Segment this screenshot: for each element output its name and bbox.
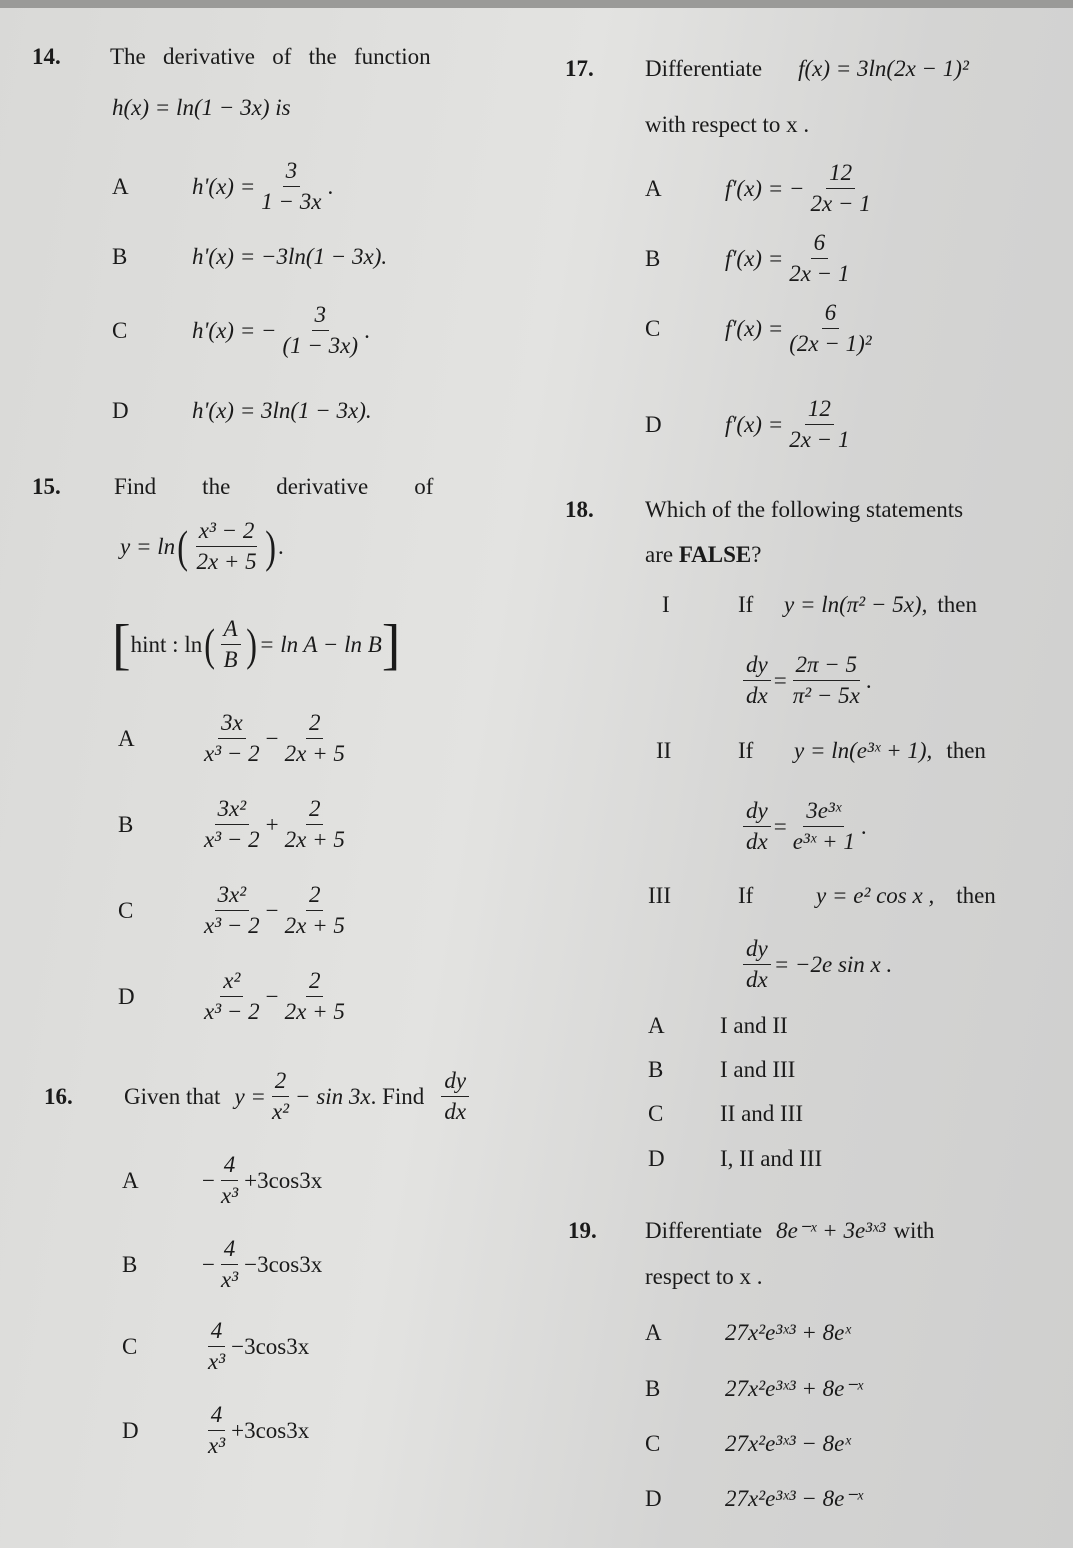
fraction	[786, 396, 852, 454]
option-label: B	[122, 1251, 138, 1277]
numerator: dy	[441, 1068, 469, 1097]
numerator: 4	[221, 1236, 239, 1265]
option-prefix: h'(x) =	[192, 173, 256, 199]
q14-text: The derivative of the function	[110, 44, 431, 69]
q17-option-d[interactable]	[645, 396, 855, 454]
derivative-fraction	[743, 798, 771, 856]
option-rest: +3cos3x	[244, 1167, 323, 1193]
q18-header	[565, 497, 963, 523]
q18-statement-2-result	[740, 798, 867, 856]
denominator: 2x + 5	[284, 913, 345, 939]
function-prefix: y =	[234, 1083, 266, 1109]
q14-option-d[interactable]	[112, 398, 372, 424]
option-rest: +3cos3x	[231, 1417, 310, 1443]
fraction	[201, 710, 263, 768]
numerator: dy	[743, 798, 771, 827]
q18-option-c[interactable]	[648, 1101, 803, 1127]
option-label: A	[645, 1320, 662, 1345]
denominator: B	[223, 647, 238, 673]
open-bracket: [	[112, 613, 131, 676]
denominator: 2x − 1	[789, 427, 850, 453]
option-text: h'(x) = 3ln(1 − 3x).	[192, 398, 372, 423]
numerator: 12	[826, 160, 855, 189]
option-text: II and III	[720, 1101, 804, 1126]
option-prefix: h'(x) = −	[192, 317, 277, 343]
denominator: x³	[220, 1183, 239, 1209]
q19-option-d[interactable]	[645, 1486, 863, 1512]
roman-numeral: I	[662, 592, 670, 617]
numerator: x²	[220, 968, 243, 997]
q15-header	[32, 474, 433, 500]
fraction	[282, 968, 348, 1026]
numerator: dy	[743, 652, 771, 681]
false-emphasis: FALSE	[678, 542, 752, 567]
photo-top-edge	[0, 0, 1073, 8]
numerator: 4	[208, 1402, 226, 1431]
option-label: A	[645, 175, 662, 201]
option-label: D	[118, 983, 135, 1009]
denominator: x³	[208, 1433, 226, 1459]
roman-numeral: III	[648, 883, 671, 908]
q18-option-a[interactable]	[648, 1013, 788, 1039]
fraction	[282, 796, 348, 854]
q15-function	[120, 518, 284, 576]
option-label: C	[645, 315, 661, 341]
option-label: C	[648, 1101, 664, 1126]
q19-option-a[interactable]	[645, 1320, 851, 1346]
option-text: h'(x) = −3ln(1 − 3x).	[192, 244, 388, 269]
option-label: D	[648, 1146, 665, 1171]
q16-number: 16.	[44, 1083, 73, 1109]
option-suffix: .	[327, 173, 334, 199]
q18-statement-2	[656, 738, 986, 764]
option-text: I and II	[720, 1013, 788, 1038]
fraction	[790, 798, 858, 856]
numerator: 3	[283, 158, 301, 187]
fraction	[790, 652, 863, 710]
option-prefix: f′(x) = −	[725, 175, 805, 201]
fraction	[258, 158, 324, 216]
statement-expr: y = e² cos x ,	[816, 883, 935, 908]
numerator: 2	[306, 710, 324, 739]
q16-option-b[interactable]	[122, 1236, 322, 1294]
operator: −	[265, 897, 279, 923]
q18-text2	[645, 542, 761, 568]
option-text: 27x²e³ˣ³ − 8e⁻ˣ	[725, 1486, 863, 1511]
q14-option-a[interactable]	[112, 158, 333, 216]
then-text: then	[937, 592, 977, 617]
denominator: x³ − 2	[204, 741, 260, 767]
q18-option-b[interactable]	[648, 1057, 795, 1083]
denominator: x²	[271, 1099, 290, 1125]
denominator: (2x − 1)²	[789, 331, 872, 357]
q19-number: 19.	[568, 1218, 597, 1243]
option-label: C	[645, 1431, 661, 1456]
option-suffix: .	[364, 317, 370, 343]
q15-option-a[interactable]	[118, 710, 351, 768]
close-paren: )	[245, 618, 257, 670]
option-label: D	[122, 1417, 139, 1443]
fraction	[205, 1402, 228, 1460]
fraction	[280, 302, 362, 360]
denominator: dx	[746, 829, 768, 855]
denominator: dx	[746, 683, 768, 709]
q19-text: Differentiate	[645, 1218, 763, 1243]
option-label: C	[112, 317, 128, 343]
numerator: dy	[743, 936, 771, 965]
denominator: 2x + 5	[284, 741, 345, 767]
option-label: B	[645, 1376, 661, 1401]
numerator: 12	[805, 396, 834, 425]
equals: =	[773, 667, 787, 693]
option-label: C	[122, 1333, 138, 1359]
numerator: 4	[208, 1318, 226, 1347]
find-text: . Find	[370, 1083, 425, 1109]
q14-header	[32, 44, 431, 70]
suffix: .	[865, 667, 872, 693]
fraction	[193, 518, 259, 576]
fraction	[201, 968, 263, 1026]
q15-option-d[interactable]	[118, 968, 351, 1026]
fraction	[282, 710, 348, 768]
denominator: x³	[208, 1349, 226, 1375]
q17-text2: with respect to x .	[645, 112, 810, 137]
fraction	[201, 796, 263, 854]
q16-option-d[interactable]	[122, 1402, 309, 1460]
numerator: 2	[272, 1068, 290, 1097]
q18-number: 18.	[565, 497, 594, 522]
sign: −	[202, 1251, 215, 1277]
fraction	[786, 230, 852, 288]
then-text: then	[956, 883, 996, 908]
option-label: B	[645, 245, 661, 271]
numerator: 2π − 5	[793, 652, 861, 681]
result-expr: = −2e sin x .	[773, 951, 893, 977]
function-prefix: y = ln	[120, 533, 176, 559]
option-prefix: f′(x) =	[725, 245, 784, 271]
numerator: 2	[306, 796, 324, 825]
if-text: If	[738, 883, 754, 908]
numerator: 6	[822, 300, 840, 329]
numerator: 2	[306, 968, 324, 997]
option-text: I, II and III	[720, 1146, 823, 1171]
if-text: If	[738, 738, 754, 763]
operator: −	[265, 983, 279, 1009]
option-label: B	[648, 1057, 664, 1082]
function-suffix: .	[278, 533, 284, 559]
suffix: .	[860, 813, 867, 839]
option-label: A	[118, 725, 135, 751]
numerator: 3x²	[215, 882, 250, 911]
q14-function: h(x) = ln(1 − 3x) is	[112, 95, 291, 120]
option-label: B	[112, 244, 128, 269]
close-bracket: ]	[381, 613, 401, 676]
hint-suffix: = ln A − ln B	[258, 631, 382, 657]
fraction	[808, 160, 874, 218]
q14-number: 14.	[32, 44, 61, 69]
denominator: x³ − 2	[204, 827, 260, 853]
q18-statement-1-result	[740, 652, 872, 710]
denominator: 2x − 1	[810, 191, 871, 217]
open-paren: (	[204, 618, 216, 670]
fraction	[218, 1152, 241, 1210]
numerator: 2	[306, 882, 324, 911]
denominator: x³ − 2	[204, 999, 260, 1025]
option-prefix: f′(x) =	[725, 411, 784, 437]
numerator: 3x	[218, 710, 246, 739]
option-label: C	[118, 897, 134, 923]
q15-number: 15.	[32, 474, 61, 499]
numerator: 3x²	[215, 796, 250, 825]
option-prefix: f′(x) =	[725, 315, 784, 341]
denominator: 1 − 3x	[261, 189, 322, 215]
fraction	[205, 1318, 228, 1376]
text: are	[645, 542, 679, 567]
denominator: (1 − 3x)	[282, 333, 359, 359]
denominator: x³	[220, 1267, 239, 1293]
q17-function: f(x) = 3ln(2x − 1)²	[798, 56, 969, 81]
denominator: dx	[444, 1099, 467, 1125]
denominator: dx	[746, 967, 768, 993]
fraction	[201, 882, 263, 940]
close-paren: )	[264, 520, 276, 572]
denominator: 2x + 5	[284, 827, 345, 853]
then-text: then	[946, 738, 986, 763]
option-label: A	[112, 173, 129, 199]
numerator: 3e³ˣ	[803, 798, 844, 827]
numerator: 6	[811, 230, 829, 259]
denominator: e³ˣ + 1	[792, 829, 855, 855]
hint-prefix: hint : ln	[130, 631, 203, 657]
q19-option-b[interactable]	[645, 1376, 863, 1402]
q18-statement-1	[662, 592, 977, 618]
q19-expr: 8e⁻ˣ + 3e³ˣ³	[776, 1218, 886, 1243]
statement-expr: y = ln(e³ˣ + 1),	[794, 738, 933, 763]
q19-header	[568, 1218, 934, 1244]
q16-option-a[interactable]	[122, 1152, 322, 1210]
function-suffix: − sin 3x	[295, 1083, 371, 1109]
q17-option-c[interactable]	[645, 300, 878, 358]
fraction	[218, 1236, 241, 1294]
option-label: A	[648, 1013, 665, 1038]
q18-statement-3	[648, 883, 996, 909]
numerator: 3	[312, 302, 330, 331]
q17-option-a[interactable]	[645, 160, 877, 218]
q17-header	[565, 56, 969, 82]
fraction	[282, 882, 348, 940]
denominator: 2x − 1	[789, 261, 850, 287]
q18-option-d[interactable]	[648, 1146, 822, 1172]
q14-option-c[interactable]	[112, 302, 370, 360]
q17-text: Differentiate	[645, 56, 763, 81]
q15-text: Find the derivative of	[114, 474, 434, 499]
text: ?	[751, 542, 762, 567]
denominator: 2x + 5	[284, 999, 345, 1025]
fraction	[221, 616, 241, 674]
option-label: A	[122, 1167, 139, 1193]
derivative-fraction	[743, 652, 771, 710]
q16-header	[44, 1068, 472, 1126]
q19-with: with	[893, 1218, 935, 1243]
fraction	[269, 1068, 292, 1126]
numerator: x³ − 2	[196, 518, 258, 547]
q18-statement-3-result	[740, 936, 892, 994]
q16-text: Given that	[124, 1083, 221, 1109]
open-paren: (	[177, 520, 189, 572]
q15-option-b[interactable]	[118, 796, 351, 854]
q18-text: Which of the following statements	[645, 497, 964, 522]
operator: −	[265, 725, 279, 751]
option-text: I and III	[720, 1057, 796, 1082]
q19-option-c[interactable]	[645, 1431, 851, 1457]
option-label: D	[645, 1486, 662, 1511]
numerator: A	[221, 616, 241, 645]
option-label: D	[112, 398, 129, 423]
roman-numeral: II	[656, 738, 672, 763]
if-text: If	[738, 592, 754, 617]
derivative-fraction	[441, 1068, 469, 1126]
denominator: 2x + 5	[196, 549, 257, 575]
q19-text2: respect to x .	[645, 1264, 763, 1289]
q17-number: 17.	[565, 56, 594, 81]
q14-option-b[interactable]	[112, 244, 387, 270]
option-label: B	[118, 811, 134, 837]
q15-option-c[interactable]	[118, 882, 351, 940]
q16-option-c[interactable]	[122, 1318, 309, 1376]
option-text: 27x²e³ˣ³ + 8e⁻ˣ	[725, 1376, 863, 1401]
derivative-fraction	[743, 936, 771, 994]
operator: +	[265, 811, 279, 837]
q15-hint	[112, 613, 401, 676]
fraction	[786, 300, 874, 358]
option-text: 27x²e³ˣ³ − 8eˣ	[725, 1431, 851, 1456]
option-rest: −3cos3x	[244, 1251, 323, 1277]
numerator: 4	[221, 1152, 239, 1181]
option-label: D	[645, 411, 662, 437]
statement-expr: y = ln(π² − 5x),	[784, 592, 928, 617]
denominator: x³ − 2	[204, 913, 260, 939]
sign: −	[202, 1167, 215, 1193]
denominator: π² − 5x	[792, 683, 860, 709]
option-rest: −3cos3x	[231, 1333, 310, 1359]
option-text: 27x²e³ˣ³ + 8eˣ	[725, 1320, 851, 1345]
equals: =	[773, 813, 787, 839]
q17-option-b[interactable]	[645, 230, 855, 288]
